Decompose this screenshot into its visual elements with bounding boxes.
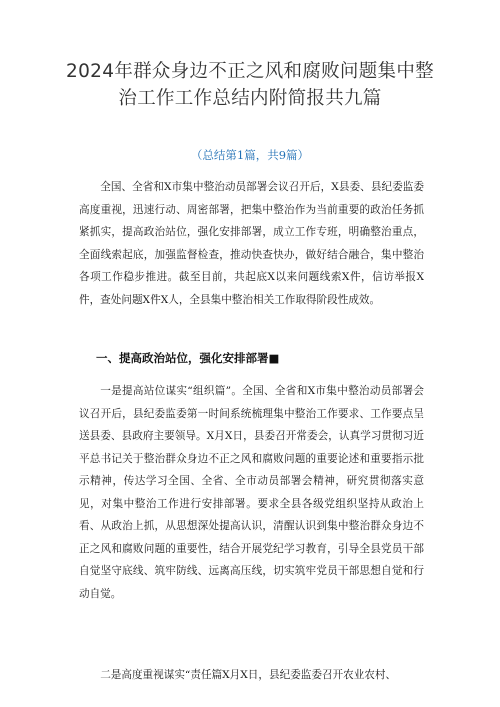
document-title: 2024年群众身边不正之风和腐败问题集中整治工作工作总结内附简报共九篇 (66, 61, 434, 109)
document-subtitle: （总结第1篇，共9篇） (190, 148, 310, 162)
paragraph-responsibility: 二是高度重视谋实“责任篇X月X日，县纪委监委召开农业农村、 (100, 669, 397, 681)
paragraph-organization: 一是提高站位谋实“组织篇”。全国、全省和X市集中整治动员部署会议召开后，县纪委监委第一时间系统梳理集中整治工作要求、工作要点呈送县委、县政府主要领导。X月X日，县委召开常委会，认真学习贯彻习近平总书记关于整治群众身边不正之风和腐败问题的重要论述和重要指示批示精神，传达学习全国、全省、全市动员部署会精神，研究贯彻落实意见，对集中整治工作进行安排部署。要求全县各级党组织坚持从政治上看、从政治上抓，从思想深处提高认识，清醒认识到集中整治群众身边不正之风和腐败问题的重要性，结合开展党纪学习教育，引导全县党员干部自觉坚守底线、筑牢防线、远离高压线，切实筑牢党员干部思想自觉和行动自觉。 (79, 385, 424, 600)
paragraph-intro: 全国、全省和X市集中整治动员部署会议召开后，X县委、县纪委监委高度重视，迅速行动、周密部署，把集中整治作为当前重要的政治任务抓紧抓实，提高政治站位，强化安排部署，成立工作专班，明确整治重点，全面线索起底，加强监督检查，推动快查快办，做好结合融合，集中整治各项工作稳步推进。截至目前，共起底X以来问题线索X件，信访举报X件，查处问题X件X人，全县集中整治相关工作取得阶段性成效。 (79, 181, 424, 306)
section-heading: 一、提高政治站位，强化安排部署■ (96, 351, 280, 365)
